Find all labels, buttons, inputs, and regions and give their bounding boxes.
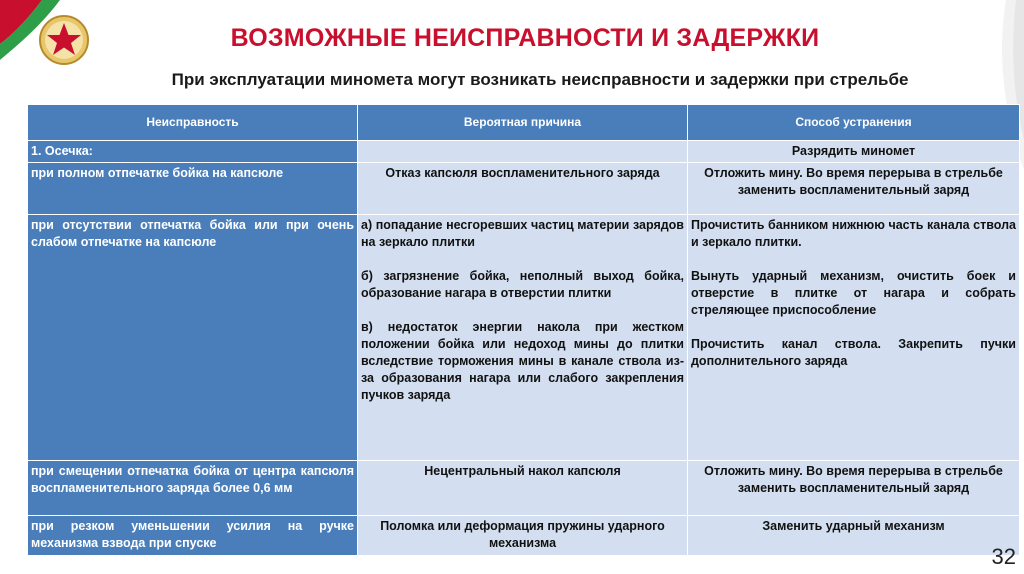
fault-cell: при резком уменьшении усилия на ручке механизма взвода при спуске xyxy=(28,516,358,556)
remedy-cell: Отложить мину. Во время перерыва в стрельбе заменить воспламенительный заряд xyxy=(688,461,1020,516)
table-row xyxy=(28,516,1020,556)
remedy-cell: Заменить ударный механизм xyxy=(688,516,1020,556)
cause-cell: Поломка или деформация пружины ударного механизма xyxy=(358,516,688,556)
remedy-cell: Отложить мину. Во время перерыва в стрельбе заменить воспламенительный заряд xyxy=(688,163,1020,215)
fault-cell: при смещении отпечатка бойка от центра капсюля воспламенительного заряда более 0,6 мм xyxy=(28,461,358,516)
cause-cell: Нецентральный накол капсюля xyxy=(358,461,688,516)
fault-cell: при полном отпечатке бойка на капсюле xyxy=(28,163,358,215)
column-header-cause: Вероятная причина xyxy=(358,105,688,141)
cause-cell: Отказ капсюля воспламенительного заряда xyxy=(358,163,688,215)
table-header-row xyxy=(28,105,1020,141)
slide-title: ВОЗМОЖНЫЕ НЕИСПРАВНОСТИ И ЗАДЕРЖКИ xyxy=(230,24,820,52)
remedy-item: Прочистить канал ствола. Закрепить пучки дополнительного заряда xyxy=(691,337,1016,368)
table-row xyxy=(28,215,1020,461)
remedy-cell: Разрядить миномет xyxy=(688,141,1020,163)
cause-item: б) загрязнение бойка, неполный выход бойка, образование нагара в отверстии плитки xyxy=(361,269,684,300)
slide-subtitle: При эксплуатации миномета могут возникать неисправности и задержки при стрельбе xyxy=(171,70,909,89)
table-row xyxy=(28,141,1020,163)
cause-cell xyxy=(358,215,688,461)
table-row xyxy=(28,163,1020,215)
column-header-remedy: Способ устранения xyxy=(688,105,1020,141)
faults-table xyxy=(27,104,1020,556)
remedy-cell xyxy=(688,215,1020,461)
red-star-emblem-icon xyxy=(40,16,88,64)
flag-ribbon-icon xyxy=(0,0,100,72)
page-number: 32 xyxy=(991,544,1016,569)
remedy-item: Прочистить банником нижнюю часть канала ствола и зеркало плитки. xyxy=(691,218,1016,249)
cause-item: в) недостаток энергии накола при жестком положении бойка или недоход мины до плитки вследствие торможения мины в канале ствола из-за образования нагара или слабого закрепления пучков заряда xyxy=(361,320,684,402)
table-row xyxy=(28,461,1020,516)
fault-cell: 1. Осечка: xyxy=(28,141,358,163)
cause-item: а) попадание несгоревших частиц материи зарядов на зеркало плитки xyxy=(361,218,684,249)
remedy-item: Вынуть ударный механизм, очистить боек и отверстие в плитке от нагара и собрать стреляющее приспособление xyxy=(691,269,1016,317)
column-header-fault: Неисправность xyxy=(28,105,358,141)
cause-cell xyxy=(358,141,688,163)
fault-cell: при отсутствии отпечатка бойка или при очень слабом отпечатке на капсюле xyxy=(28,215,358,461)
